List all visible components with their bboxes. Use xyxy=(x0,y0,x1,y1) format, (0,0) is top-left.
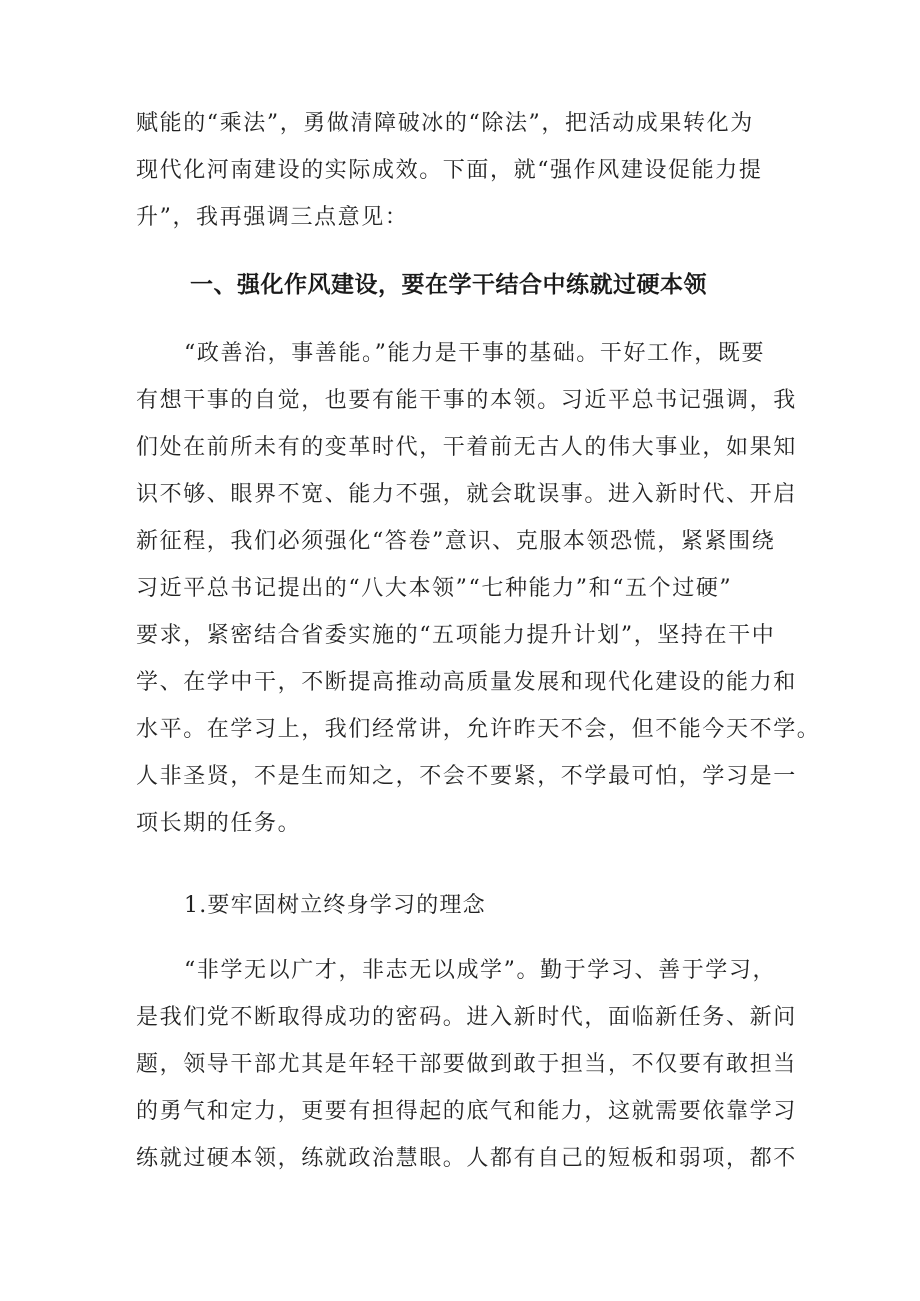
subheading: 1.要牢固树立终身学习的理念 xyxy=(184,893,486,918)
section-paragraph-line-6: 习近平总书记提出的“八大本领”“七种能力”和“五个过硬” xyxy=(136,576,733,601)
sub-paragraph-line-2: 是我们党不断取得成功的密码。进入新时代，面临新任务、新问 xyxy=(136,1005,797,1030)
section-paragraph-line-1: “政善治，事善能。”能力是干事的基础。干好工作，既要 xyxy=(184,341,766,366)
section-paragraph-line-9: 水平。在学习上，我们经常讲，允许昨天不会，但不能今天不学。 xyxy=(136,717,821,742)
intro-line-1: 赋能的“乘法”，勇做清障破冰的“除法”，把活动成果转化为 xyxy=(136,111,754,136)
section-paragraph-line-11: 项长期的任务。 xyxy=(136,811,302,836)
section-paragraph-line-3: 们处在前所未有的变革时代，干着前无古人的伟大事业，如果知 xyxy=(136,435,797,460)
section-paragraph-line-4: 识不够、眼界不宽、能力不强，就会耽误事。进入新时代、开启 xyxy=(136,482,797,507)
section-paragraph-line-7: 要求，紧密结合省委实施的“五项能力提升计划”，坚持在干中 xyxy=(136,623,776,648)
sub-paragraph-line-1: “非学无以广才，非志无以成学”。勤于学习、善于学习， xyxy=(184,958,777,983)
sub-paragraph-line-3: 题，领导干部尤其是年轻干部要做到敢于担当，不仅要有敢担当 xyxy=(136,1052,797,1077)
intro-line-2: 现代化河南建设的实际成效。下面，就“强作风建设促能力提 xyxy=(136,158,763,183)
section-paragraph-line-2: 有想干事的自觉，也要有能干事的本领。习近平总书记强调，我 xyxy=(136,388,797,413)
section-heading: 一、强化作风建设，要在学干结合中练就过硬本领 xyxy=(190,272,707,298)
section-paragraph-line-5: 新征程，我们必须强化“答卷”意识、克服本领恐慌，紧紧围绕 xyxy=(136,529,776,554)
section-paragraph-line-8: 学、在学中干，不断提高推动高质量发展和现代化建设的能力和 xyxy=(136,670,797,695)
section-paragraph-line-10: 人非圣贤，不是生而知之，不会不要紧，不学最可怕，学习是一 xyxy=(136,764,797,789)
intro-line-3: 升”，我再强调三点意见： xyxy=(136,205,409,230)
sub-paragraph-line-4: 的勇气和定力，更要有担得起的底气和能力，这就需要依靠学习 xyxy=(136,1099,797,1124)
sub-paragraph-line-5: 练就过硬本领，练就政治慧眼。人都有自己的短板和弱项，都不 xyxy=(136,1146,797,1171)
